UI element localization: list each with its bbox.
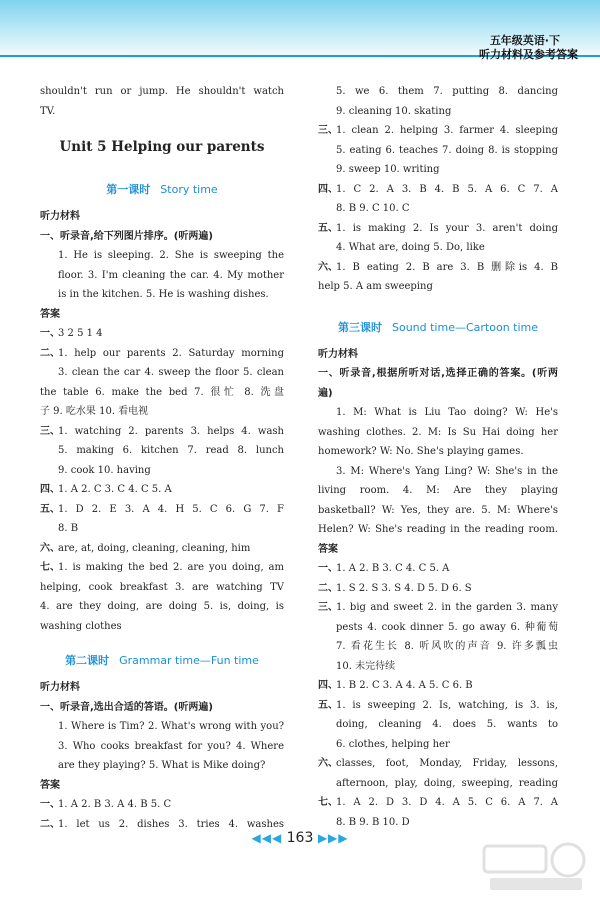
- script-line: are they playing? 5. What is Mike doing?: [58, 760, 266, 771]
- answer-line: 6. clothes, helping her: [336, 738, 450, 750]
- answer-line: 7. 看花生长 8. 听风吹的声音 9. 许多瓢虫: [336, 641, 558, 652]
- answer-line: doing, cleaning 4. does 5. wants to: [336, 719, 558, 730]
- script-line: floor. 3. I'm cleaning the car. 4. My mother: [58, 269, 284, 281]
- answer-line: 一、 1. A 2. B 3. C 4. C 5. A: [318, 563, 450, 574]
- lesson-number: 第一课时: [106, 183, 151, 196]
- answer-line: 六、 classes, foot, Monday, Friday, lessons,: [318, 758, 558, 769]
- page-number: 163: [286, 830, 314, 846]
- answer-line: 三、 1. big and sweet 2. in the garden 3. many: [318, 602, 558, 613]
- answer-line: 七、 1. A 2. D 3. D 4. A 5. C 6. A 7. A: [318, 797, 558, 808]
- lesson-heading: [40, 644, 284, 678]
- script-line: 1. M: What is Liu Tao doing? W: He's: [336, 407, 558, 418]
- listening-label: 听力材料: [40, 211, 80, 222]
- answer-line: pests 4. cook dinner 5. go away 6. 种葡萄: [336, 621, 558, 633]
- answer-line: 二、 1. let us 2. dishes 3. tries 4. washes: [40, 818, 284, 830]
- script-line: 1. Where is Tim? 2. What's wrong with you?: [58, 721, 284, 732]
- watermark-logo-icon: [480, 838, 590, 894]
- answer-line: 5. we 6. them 7. putting 8. dancing: [336, 86, 558, 97]
- answer-line: the table 6. make the bed 7. 很忙 8. 洗盘: [40, 386, 284, 398]
- answer-line: 8. B: [58, 523, 79, 534]
- question-heading: 一、听录音,根据所听对话,选择正确的答案。(听两: [318, 368, 558, 379]
- answer-line: 一、 1. A 2. B 3. A 4. B 5. C: [40, 799, 172, 810]
- answer-line: 五、 1. is sweeping 2. Is, watching, is 3. is,: [318, 699, 558, 711]
- answer-line: 9. cook 10. having: [58, 464, 151, 476]
- lesson-heading: [318, 311, 558, 345]
- listening-label: 听力材料: [318, 348, 358, 360]
- unit-title: Unit 5 Helping our parents: [59, 139, 265, 155]
- answer-line: 六、 1. B eating 2. B are 3. B 删除is 4. B: [318, 261, 558, 273]
- lesson-name: Story time: [160, 183, 218, 196]
- lesson-name: Grammar time—Fun time: [119, 654, 259, 667]
- answer-line: 4. What are, doing 5. Do, like: [336, 242, 485, 253]
- answer-list: [40, 324, 284, 636]
- answer-line: 三、 1. clean 2. helping 3. farmer 4. sleeping: [318, 125, 558, 136]
- script-line: is in the kitchen. 5. He is washing dishes.: [58, 289, 269, 300]
- answer-line: helping, cook breakfast 3. are watching TV: [40, 581, 284, 593]
- script-line: basketball? W: Yes, they are. 5. M: Where's: [318, 504, 558, 516]
- answer-line: afternoon, play, doing, sweeping, reading: [336, 777, 558, 789]
- answer-line: 五、 1. D 2. E 3. A 4. H 5. C 6. G 7. F: [40, 503, 284, 515]
- question-heading-cont: 遍): [318, 387, 333, 399]
- answer-line: 三、 1. watching 2. parents 3. helps 4. wash: [40, 425, 284, 437]
- header-grade: 五年级英语·下: [489, 34, 560, 47]
- script-line: 1. He is sleeping. 2. She is sweeping the: [58, 250, 284, 261]
- answer-line: 二、 1. S 2. S 3. S 4. D 5. D 6. S: [318, 582, 472, 594]
- answer-line: 8. B 9. C 10. C: [336, 203, 410, 214]
- question-heading: 一、听录音,选出合适的答语。(听两遍): [40, 701, 213, 713]
- script-line: 3. M: Where's Yang Ling? W: She's in the: [336, 465, 558, 477]
- script-line: Helen? W: She's reading in the reading room.: [318, 524, 558, 535]
- script-line: washing clothes. 2. M: Is Su Hai doing her: [318, 426, 558, 438]
- script-line: homework? W: No. She's playing games.: [318, 446, 524, 457]
- answer-line: 5. making 6. kitchen 7. read 8. lunch: [58, 445, 284, 456]
- answer-line: 一、 3 2 5 1 4: [40, 328, 103, 339]
- left-column: [40, 82, 284, 834]
- script-line: living room. 4. M: Are they playing: [318, 485, 558, 496]
- answer-line: 五、 1. is making 2. Is your 3. aren't doing: [318, 222, 558, 234]
- answer-line: 9. sweep 10. writing: [336, 164, 440, 175]
- answer-label: 答案: [40, 308, 60, 320]
- text-line: shouldn't run or jump. He shouldn't watch: [40, 86, 284, 97]
- answer-line: 子 9. 吃水果 10. 看电视: [40, 406, 149, 417]
- page-header-band: [0, 0, 600, 62]
- answer-line: 二、 1. help our parents 2. Saturday morning: [40, 347, 284, 359]
- header-subtitle: 听力材料及参考答案: [479, 48, 578, 61]
- answer-label: 答案: [40, 779, 60, 791]
- answer-line: 七、 1. is making the bed 2. are you doing, am: [40, 562, 284, 573]
- question-heading: 一、听录音,给下列图片排序。(听两遍): [40, 230, 213, 242]
- lesson-name: Sound time—Cartoon time: [391, 320, 539, 334]
- left-arrows-icon: ◀◀◀: [251, 831, 283, 845]
- lesson-number: 第三课时: [337, 320, 382, 334]
- text-line: TV.: [40, 105, 56, 117]
- answer-label: 答案: [318, 543, 338, 555]
- answer-line: 3. clean the car 4. sweep the floor 5. clean: [58, 367, 284, 378]
- listening-label: 听力材料: [40, 682, 80, 693]
- answer-line: 5. eating 6. teaches 7. doing 8. is stopping: [336, 144, 558, 156]
- answer-line: 四、 1. A 2. C 3. C 4. C 5. A: [40, 484, 172, 495]
- answer-line: help 5. A am sweeping: [318, 281, 433, 292]
- answer-line: 10. 未完待续: [336, 660, 396, 672]
- answer-line: 4. are they doing, are doing 5. is, doing, is: [40, 601, 284, 612]
- lesson-heading: [40, 173, 284, 207]
- answer-line: 9. cleaning 10. skating: [336, 105, 452, 117]
- lesson-number: 第二课时: [65, 654, 110, 667]
- answer-line: 四、 1. C 2. A 3. B 4. B 5. A 6. C 7. A: [318, 183, 558, 195]
- right-arrows-icon: ▶▶▶: [317, 831, 349, 845]
- answer-line: 四、 1. B 2. C 3. A 4. A 5. C 6. B: [318, 680, 473, 691]
- answer-line: washing clothes: [40, 620, 122, 632]
- answer-line: 8. B 9. B 10. D: [336, 816, 410, 828]
- right-column: [318, 82, 558, 832]
- script-line: 3. Who cooks breakfast for you? 4. Where: [58, 740, 284, 752]
- answer-line: 六、 are, at, doing, cleaning, cleaning, him: [40, 542, 251, 554]
